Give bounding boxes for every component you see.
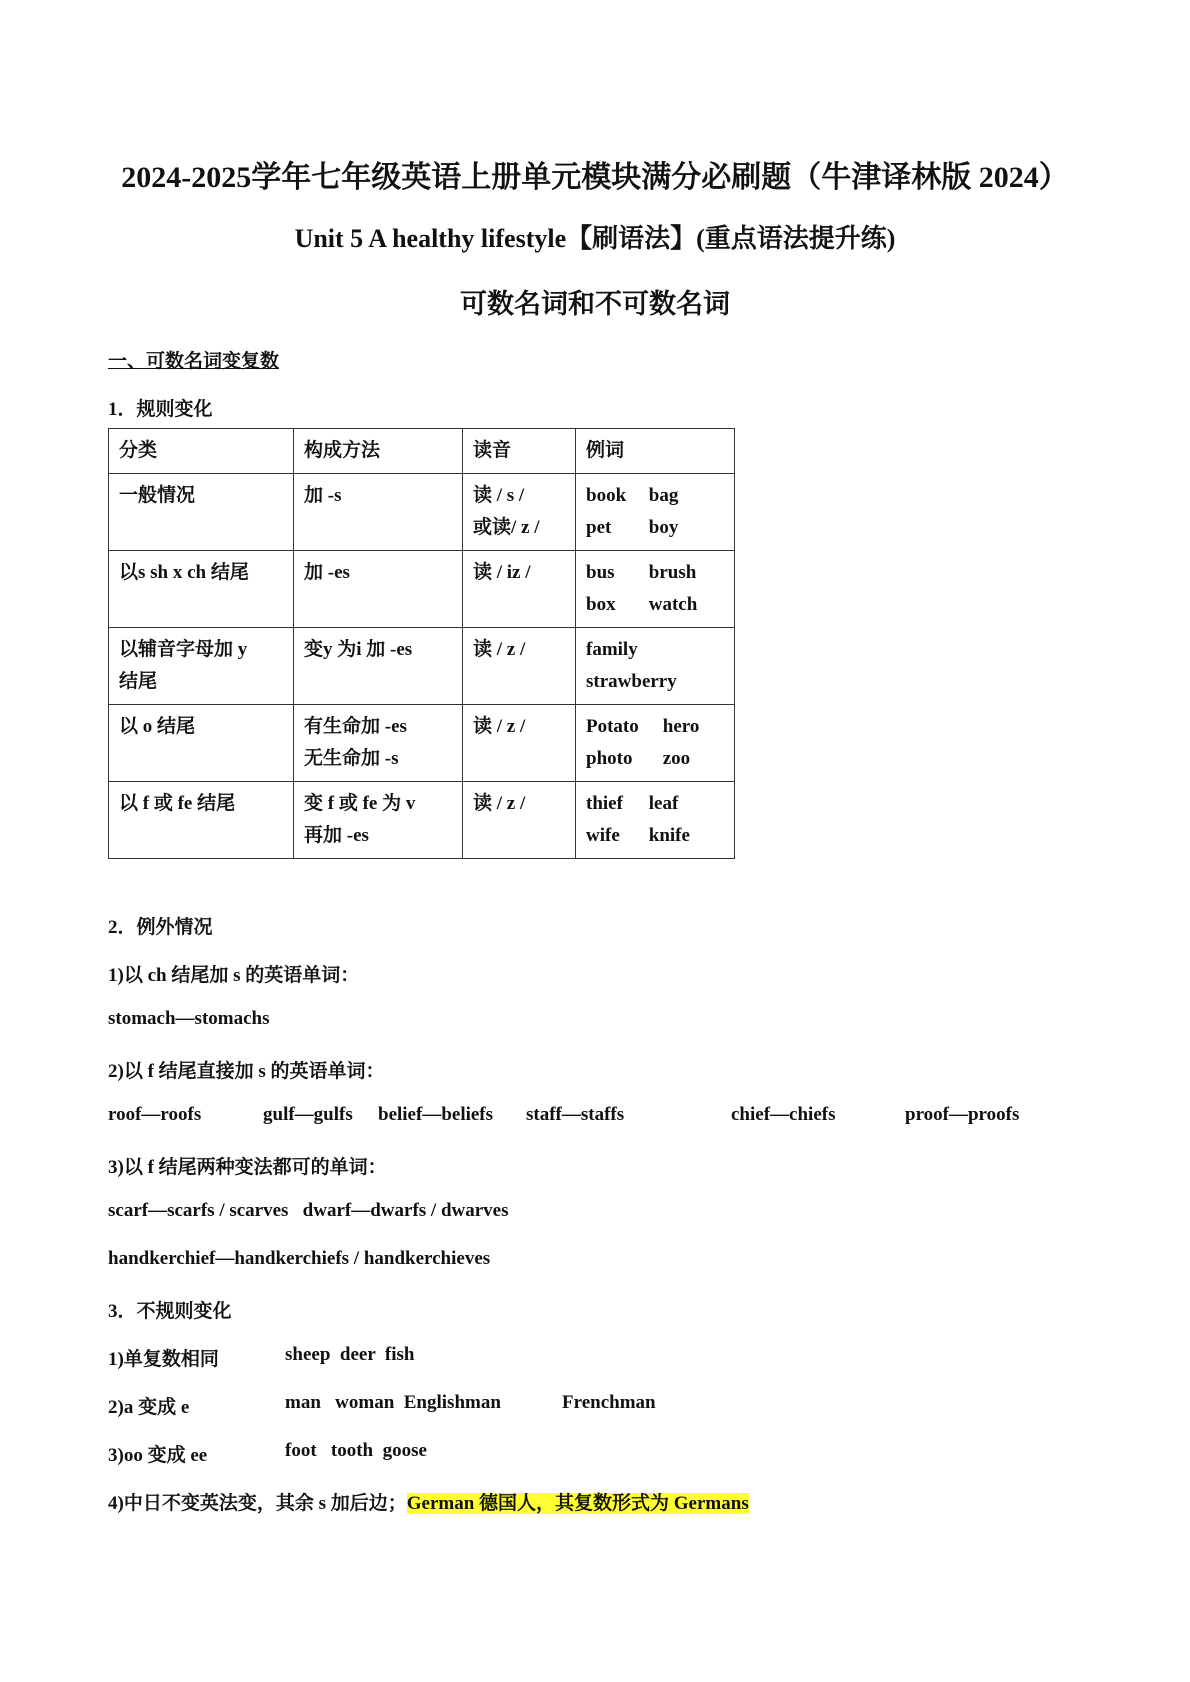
table-header-cell: 构成方法 — [294, 429, 463, 474]
exception2-word: chief—chiefs — [731, 1104, 836, 1125]
table-cell — [576, 628, 735, 705]
example-line — [586, 512, 724, 544]
plural-rules-table — [108, 428, 735, 859]
example-word: book — [586, 485, 627, 506]
method-text: 变 f 或 fe 为 v — [304, 793, 416, 814]
example-line — [586, 589, 724, 621]
table-cell — [109, 551, 294, 628]
table-cell — [294, 628, 463, 705]
example-word: pet — [586, 517, 612, 538]
irregular-rule-words: man woman Englishman — [285, 1392, 501, 1413]
category-text: 以s sh x ch 结尾 — [119, 562, 249, 583]
table-cell — [576, 474, 735, 551]
table-cell — [576, 782, 735, 859]
section-heading: 一、可数名词变复数 — [108, 351, 280, 372]
table-header-cell: 读音 — [463, 429, 576, 474]
table-cell — [109, 474, 294, 551]
document-topic: 可数名词和不可数名词 — [460, 289, 730, 319]
table-cell — [576, 551, 735, 628]
table-row — [109, 705, 735, 782]
table-cell — [109, 782, 294, 859]
irregular-rule-words: Frenchman — [562, 1392, 656, 1413]
example-word: hero — [662, 716, 700, 737]
table-cell — [463, 628, 576, 705]
part1-heading: 1．规则变化 — [108, 399, 213, 420]
table-cell — [109, 628, 294, 705]
part3-heading: 3．不规则变化 — [108, 1301, 232, 1322]
example-word: bus — [586, 562, 615, 583]
table-cell — [463, 782, 576, 859]
exception2-word: belief—beliefs — [378, 1104, 494, 1125]
category-text: 以 o 结尾 — [119, 716, 196, 737]
part2-heading: 2．例外情况 — [108, 917, 213, 938]
example-word: knife — [648, 825, 690, 846]
method-text: 加 -s — [304, 485, 342, 506]
rule4-text: 4)中日不变英法变，其余 s 加后边； — [108, 1493, 407, 1514]
table-cell — [463, 705, 576, 782]
example-word: strawberry — [586, 671, 677, 692]
irregular-rule-label: 3)oo 变成 ee — [108, 1445, 208, 1466]
table-cell — [463, 551, 576, 628]
table-row — [109, 551, 735, 628]
example-word: leaf — [648, 793, 679, 814]
document-subtitle: Unit 5 A healthy lifestyle【刷语法】(重点语法提升练) — [294, 224, 896, 253]
exception1-words: stomach—stomachs — [108, 1008, 270, 1029]
exception3-line: scarf—scarfs / scarves dwarf—dwarfs / dwarves — [108, 1200, 509, 1221]
irregular-rule-words: sheep deer fish — [285, 1344, 415, 1365]
table-cell — [109, 705, 294, 782]
pronunciation-text: 或读/ z / — [473, 517, 540, 538]
table-header-cell: 分类 — [109, 429, 294, 474]
table-cell — [294, 782, 463, 859]
pronunciation-text: 读 / iz / — [473, 562, 531, 583]
example-line — [586, 820, 724, 852]
category-text: 一般情况 — [119, 485, 196, 506]
table-header-cell: 例词 — [576, 429, 735, 474]
method-text: 再加 -es — [304, 825, 369, 846]
example-word: box — [586, 594, 616, 615]
rule4-line — [108, 1488, 749, 1515]
table-cell — [294, 474, 463, 551]
method-text: 有生命加 -es — [304, 716, 407, 737]
method-text: 无生命加 -s — [304, 748, 399, 769]
irregular-rule-words: foot tooth goose — [285, 1440, 427, 1461]
exception3-line: handkerchief—handkerchiefs / handkerchieves — [108, 1248, 491, 1269]
exception2-word: proof—proofs — [905, 1104, 1020, 1125]
table-cell — [463, 474, 576, 551]
example-line — [586, 711, 724, 743]
table-cell — [294, 705, 463, 782]
example-line — [586, 788, 724, 820]
example-word: brush — [648, 562, 697, 583]
pronunciation-text: 读 / z / — [473, 716, 526, 737]
example-word: watch — [648, 594, 698, 615]
example-word: bag — [648, 485, 679, 506]
exception2-word: staff—staffs — [526, 1104, 625, 1125]
category-text: 以辅音字母加 y — [119, 639, 248, 660]
document-title: 2024-2025学年七年级英语上册单元模块满分必刷题（牛津译林版 2024） — [121, 161, 1069, 194]
example-word: Potato — [586, 716, 639, 737]
table-row — [109, 628, 735, 705]
example-word: photo — [586, 748, 633, 769]
example-line — [586, 743, 724, 775]
irregular-rule-label: 2)a 变成 e — [108, 1397, 190, 1418]
rule4-highlight: German 德国人，其复数形式为 Germans — [406, 1493, 749, 1514]
exception2-word: gulf—gulfs — [263, 1104, 353, 1125]
example-word: wife — [586, 825, 620, 846]
example-word: family — [586, 639, 638, 660]
pronunciation-text: 读 / z / — [473, 639, 526, 660]
example-word: zoo — [662, 748, 691, 769]
table-row — [109, 474, 735, 551]
method-text: 变y 为i 加 -es — [304, 639, 413, 660]
example-line — [586, 480, 724, 512]
example-line — [586, 557, 724, 589]
exception1-heading: 1)以 ch 结尾加 s 的英语单词： — [108, 965, 360, 986]
example-word: thief — [586, 793, 623, 814]
category-text: 结尾 — [119, 671, 158, 692]
table-row — [109, 782, 735, 859]
table-cell — [294, 551, 463, 628]
exception2-word: roof—roofs — [108, 1104, 202, 1125]
category-text: 以 f 或 fe 结尾 — [119, 793, 236, 814]
pronunciation-text: 读 / s / — [473, 485, 525, 506]
table-cell — [576, 705, 735, 782]
irregular-rule-label: 1)单复数相同 — [108, 1349, 219, 1370]
exception3-heading: 3)以 f 结尾两种变法都可的单词： — [108, 1157, 387, 1178]
exception2-heading: 2)以 f 结尾直接加 s 的英语单词： — [108, 1061, 385, 1082]
method-text: 加 -es — [304, 562, 350, 583]
table-header-row — [109, 429, 735, 474]
pronunciation-text: 读 / z / — [473, 793, 526, 814]
example-word: boy — [648, 517, 679, 538]
